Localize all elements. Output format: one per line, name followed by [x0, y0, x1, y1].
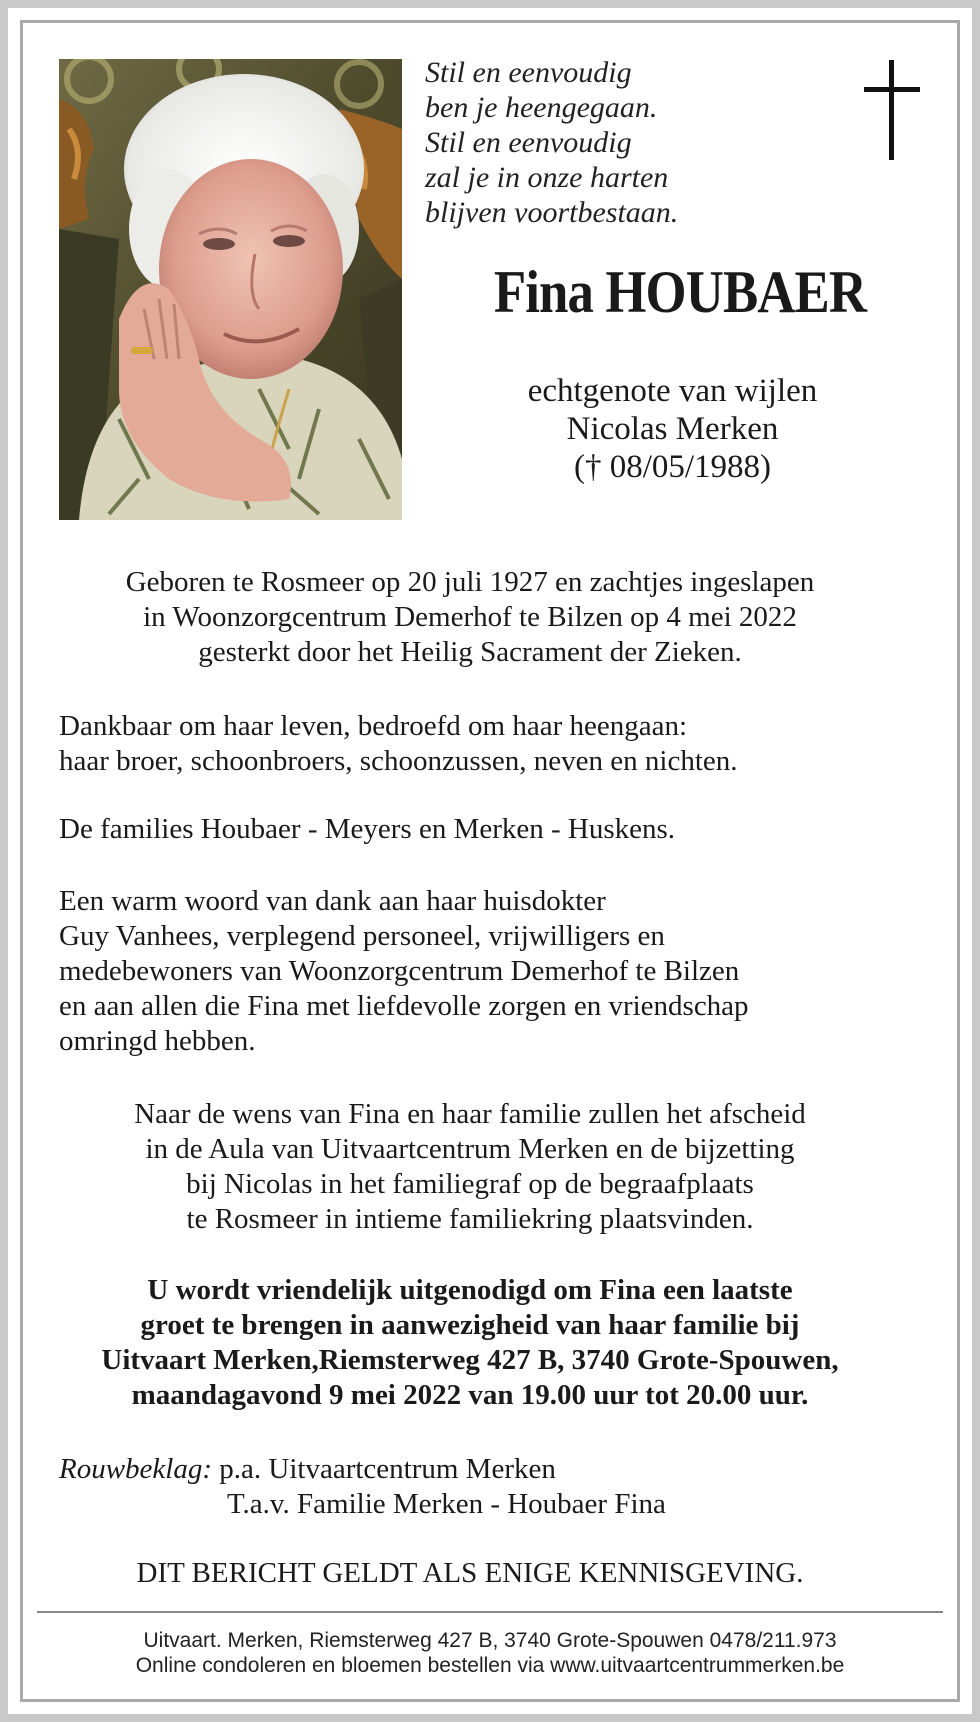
spouse-name: Nicolas Merken [566, 411, 779, 447]
spouse-info [440, 372, 905, 486]
text-line: groet te brengen in aanwezigheid van haar familie bij [140, 1309, 800, 1341]
text-line: maandagavond 9 mei 2022 van 19.00 uur tot 20.00 uur. [131, 1379, 809, 1411]
poem-line: Stil en eenvoudig [425, 56, 632, 89]
poem-line: zal je in onze harten [425, 161, 669, 194]
condolence-line: T.a.v. Familie Merken - Houbaer Fina [227, 1488, 666, 1520]
text-line: omringd hebben. [59, 1025, 256, 1057]
text-line: De families Houbaer - Meyers en Merken - Huskens. [59, 813, 676, 845]
poem [425, 55, 678, 230]
text-line: in Woonzorgcentrum Demerhof te Bilzen op 4 mei 2022 [143, 601, 797, 633]
text-line: Dankbaar om haar leven, bedroefd om haar heengaan: [59, 710, 688, 742]
text-line: en aan allen die Fina met liefdevolle zorgen en vriendschap [59, 990, 749, 1022]
thanks-paragraph [59, 884, 749, 1059]
poem-line: Stil en eenvoudig [425, 126, 632, 159]
divider [37, 1611, 943, 1613]
text-line: haar broer, schoonbroers, schoonzussen, neven en nichten. [59, 745, 738, 777]
birth-paragraph [59, 565, 881, 670]
condolence-label: Rouwbeklag: [59, 1453, 213, 1485]
text-line: medebewoners van Woonzorgcentrum Demerhof te Bilzen [59, 955, 740, 987]
portrait-illustration [59, 59, 402, 520]
notice-line: DIT BERICHT GELDT ALS ENIGE KENNISGEVING. [136, 1557, 804, 1589]
text-line: te Rosmeer in intieme familiekring plaatsvinden. [186, 1203, 754, 1235]
portrait-photo [59, 59, 402, 520]
text-line: Naar de wens van Fina en haar familie zullen het afscheid [134, 1098, 806, 1130]
spouse-line: echtgenote van wijlen [527, 373, 818, 409]
text-line: Guy Vanhees, verplegend personeel, vrijwilligers en [59, 920, 665, 952]
wish-paragraph [59, 1097, 881, 1237]
invitation-paragraph [59, 1273, 881, 1413]
text-line: bij Nicolas in het familiegraf op de begraafplaats [186, 1168, 754, 1200]
poem-line: blijven voortbestaan. [425, 196, 679, 229]
text-line: Een warm woord van dank aan haar huisdokter [59, 885, 606, 917]
grateful-paragraph [59, 709, 738, 779]
text-line: in de Aula van Uitvaartcentrum Merken en de bijzetting [145, 1133, 795, 1165]
text-line: Uitvaart Merken,Riemsterweg 427 B, 3740 Grote-Spouwen, [101, 1344, 839, 1376]
condolence-address [59, 1452, 666, 1522]
cross-icon [864, 60, 920, 160]
text-line: gesterkt door het Heilig Sacrament der Zieken. [198, 636, 742, 668]
text-line: U wordt vriendelijk uitgenodigd om Fina een laatste [147, 1274, 793, 1306]
poem-line: ben je heengegaan. [425, 91, 658, 124]
text-line: Geboren te Rosmeer op 20 juli 1927 en zachtjes ingeslapen [125, 566, 815, 598]
deceased-name: Fina HOUBAER [493, 259, 867, 325]
footer-address: Uitvaart. Merken, Riemsterweg 427 B, 3740 Grote-Spouwen 0478/211.973 [143, 1629, 837, 1652]
spouse-death-date: († 08/05/1988) [573, 449, 772, 485]
footer [37, 1628, 943, 1678]
families-paragraph [59, 812, 675, 847]
footer-website: Online condoleren en bloemen bestellen via www.uitvaartcentrummerken.be [135, 1654, 845, 1677]
condolence-line: p.a. Uitvaartcentrum Merken [219, 1453, 556, 1485]
